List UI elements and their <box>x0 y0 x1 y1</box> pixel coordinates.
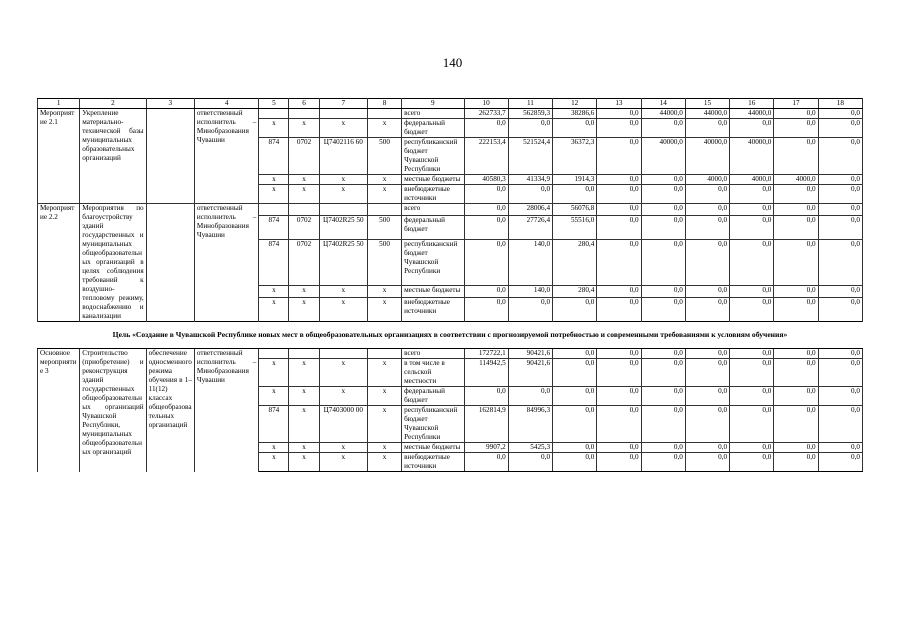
value-cell: 0,0 <box>818 185 862 204</box>
source-cell: всего <box>402 349 464 359</box>
code-cell: x <box>319 185 367 204</box>
code-cell: x <box>367 119 401 138</box>
source-cell: в том числе в сельской местности <box>402 359 464 387</box>
value-cell: 0,0 <box>774 443 818 453</box>
value-cell: 0,0 <box>685 204 729 216</box>
value-cell: 28006,4 <box>508 204 552 216</box>
value-cell: 0,0 <box>553 406 597 443</box>
value-cell: 0,0 <box>774 204 818 216</box>
source-cell: местные бюджеты <box>402 175 464 185</box>
value-cell: 0,0 <box>597 349 641 359</box>
source-cell: местные бюджеты <box>402 285 464 297</box>
header-cell: 10 <box>464 99 508 109</box>
code-cell: x <box>367 175 401 185</box>
code-cell: x <box>259 119 289 138</box>
value-cell: 38286,6 <box>553 109 597 119</box>
value-cell: 55516,0 <box>553 216 597 240</box>
value-cell: 0,0 <box>553 119 597 138</box>
value-cell: 0,0 <box>730 349 774 359</box>
value-cell: 0,0 <box>818 240 862 286</box>
value-cell: 84996,3 <box>508 406 552 443</box>
value-cell: 0,0 <box>730 185 774 204</box>
value-cell: 0,0 <box>464 285 508 297</box>
value-cell: 0,0 <box>508 387 552 406</box>
code-cell: 874 <box>259 240 289 286</box>
value-cell: 0,0 <box>774 298 818 322</box>
value-cell: 0,0 <box>818 359 862 387</box>
header-cell: 4 <box>194 99 258 109</box>
value-cell: 0,0 <box>685 240 729 286</box>
page-number: 140 <box>442 55 463 70</box>
value-cell: 0,0 <box>774 216 818 240</box>
code-cell: 500 <box>367 240 401 286</box>
code-cell: x <box>259 298 289 322</box>
code-cell: x <box>367 298 401 322</box>
source-cell: всего <box>402 204 464 216</box>
value-cell: 90421,6 <box>508 359 552 387</box>
indicator-cell: обеспечение односменного режима обучения в 1–11(12) классах общеобразовательных организаций <box>146 349 194 472</box>
value-cell: 0,0 <box>685 349 729 359</box>
value-cell: 162814,9 <box>464 406 508 443</box>
value-cell: 0,0 <box>508 298 552 322</box>
value-cell: 0,0 <box>597 240 641 286</box>
value-cell: 0,0 <box>774 109 818 119</box>
code-cell: Ц7403000 00 <box>319 406 367 443</box>
code-cell: 500 <box>367 216 401 240</box>
value-cell: 41334,9 <box>508 175 552 185</box>
code-cell: x <box>367 285 401 297</box>
value-cell: 0,0 <box>774 359 818 387</box>
value-cell: 0,0 <box>464 204 508 216</box>
value-cell: 0,0 <box>553 453 597 472</box>
code-cell: 0702 <box>289 240 319 286</box>
code-cell: 874 <box>259 138 289 175</box>
source-cell: республиканский бюджет Чувашской Республики <box>402 240 464 286</box>
table-row <box>38 349 863 359</box>
value-cell: 44000,0 <box>730 109 774 119</box>
header-cell: 11 <box>508 99 552 109</box>
value-cell: 0,0 <box>818 204 862 216</box>
code-cell: x <box>367 359 401 387</box>
header-cell: 9 <box>402 99 464 109</box>
name-cell: Строительство (приобретение) и реконструкция зданий государственных общеобразовательных организаций Чувашской Республики, муниципальных общеобразовательных организаций <box>80 349 146 472</box>
value-cell: 0,0 <box>685 406 729 443</box>
value-cell: 140,0 <box>508 285 552 297</box>
event-cell: Основное мероприятие 3 <box>38 349 80 472</box>
value-cell: 280,4 <box>553 285 597 297</box>
code-cell: x <box>319 359 367 387</box>
code-cell: x <box>259 387 289 406</box>
code-cell: 874 <box>259 216 289 240</box>
code-cell: x <box>319 387 367 406</box>
header-cell: 12 <box>553 99 597 109</box>
source-cell: внебюджетные источники <box>402 453 464 472</box>
value-cell: 0,0 <box>818 443 862 453</box>
value-cell: 0,0 <box>464 185 508 204</box>
value-cell: 0,0 <box>685 453 729 472</box>
value-cell: 56076,8 <box>553 204 597 216</box>
value-cell: 90421,6 <box>508 349 552 359</box>
code-cell: x <box>259 443 289 453</box>
value-cell: 0,0 <box>774 453 818 472</box>
table-row <box>38 109 863 119</box>
source-cell: республиканский бюджет Чувашской Республики <box>402 406 464 443</box>
header-row <box>38 99 863 109</box>
value-cell: 0,0 <box>641 349 685 359</box>
source-cell: федеральный бюджет <box>402 387 464 406</box>
value-cell: 0,0 <box>685 298 729 322</box>
source-cell: внебюджетные источники <box>402 185 464 204</box>
value-cell: 9907,2 <box>464 443 508 453</box>
value-cell: 0,0 <box>597 119 641 138</box>
code-cell: x <box>367 453 401 472</box>
value-cell: 0,0 <box>818 453 862 472</box>
header-cell: 17 <box>774 99 818 109</box>
value-cell: 5425,3 <box>508 443 552 453</box>
source-cell: внебюджетные источники <box>402 298 464 322</box>
code-cell: 874 <box>259 406 289 443</box>
value-cell: 222153,4 <box>464 138 508 175</box>
header-cell: 6 <box>289 99 319 109</box>
goal-title: Цель «Создание в Чувашской Республике новых мест в общеобразовательных организациях в соответствии с прогнозируемой потребностью и современными требованиями к условиям обучения» <box>38 322 863 349</box>
value-cell: 0,0 <box>553 298 597 322</box>
source-cell: федеральный бюджет <box>402 119 464 138</box>
value-cell: 0,0 <box>464 298 508 322</box>
value-cell: 0,0 <box>553 185 597 204</box>
value-cell: 0,0 <box>685 387 729 406</box>
code-cell: x <box>259 175 289 185</box>
value-cell: 0,0 <box>774 240 818 286</box>
value-cell: 0,0 <box>641 443 685 453</box>
code-cell: x <box>259 185 289 204</box>
value-cell: 0,0 <box>730 453 774 472</box>
code-cell: x <box>319 285 367 297</box>
value-cell: 0,0 <box>464 387 508 406</box>
value-cell: 0,0 <box>464 216 508 240</box>
header-cell: 13 <box>597 99 641 109</box>
value-cell: 0,0 <box>641 406 685 443</box>
code-cell: x <box>289 119 319 138</box>
value-cell: 0,0 <box>685 443 729 453</box>
code-cell: x <box>289 359 319 387</box>
value-cell: 0,0 <box>730 298 774 322</box>
value-cell: 172722,1 <box>464 349 508 359</box>
value-cell: 0,0 <box>464 119 508 138</box>
source-cell: федеральный бюджет <box>402 216 464 240</box>
value-cell: 0,0 <box>597 453 641 472</box>
value-cell: 0,0 <box>597 285 641 297</box>
code-cell: x <box>319 119 367 138</box>
value-cell: 0,0 <box>730 406 774 443</box>
executor-cell: ответственный исполнитель – Минобразования Чувашии <box>194 349 258 472</box>
header-cell: 2 <box>80 99 146 109</box>
value-cell: 0,0 <box>685 185 729 204</box>
value-cell: 0,0 <box>818 138 862 175</box>
header-cell: 16 <box>730 99 774 109</box>
header-cell: 3 <box>146 99 194 109</box>
code-cell: x <box>289 453 319 472</box>
name-cell: Укрепление материально-технической базы муниципальных образовательных организаций <box>80 109 146 204</box>
value-cell: 0,0 <box>641 387 685 406</box>
value-cell: 0,0 <box>553 387 597 406</box>
value-cell: 0,0 <box>597 204 641 216</box>
value-cell: 0,0 <box>818 216 862 240</box>
code-cell: x <box>289 285 319 297</box>
value-cell: 40000,0 <box>641 138 685 175</box>
code-cell: x <box>289 175 319 185</box>
value-cell: 0,0 <box>818 285 862 297</box>
value-cell: 4000,0 <box>774 175 818 185</box>
code-cell: x <box>367 443 401 453</box>
value-cell: 0,0 <box>597 443 641 453</box>
value-cell: 0,0 <box>818 109 862 119</box>
value-cell: 0,0 <box>641 240 685 286</box>
code-cell: x <box>289 185 319 204</box>
value-cell: 0,0 <box>818 387 862 406</box>
value-cell: 4000,0 <box>685 175 729 185</box>
header-cell: 5 <box>259 99 289 109</box>
value-cell: 4000,0 <box>730 175 774 185</box>
goal-row <box>38 322 863 349</box>
name-cell: Мероприятия по благоустройству зданий государственных и муниципальных общеобразовательных организаций в целях соблюдения требований к воздушно-тепловому режиму, водоснабжению и канализации <box>80 204 146 322</box>
code-cell: x <box>367 406 401 443</box>
code-cell: Ц7402R25 50 <box>319 216 367 240</box>
value-cell: 0,0 <box>685 216 729 240</box>
value-cell: 0,0 <box>774 387 818 406</box>
value-cell: 0,0 <box>508 119 552 138</box>
code-cell: x <box>289 443 319 453</box>
value-cell: 0,0 <box>553 359 597 387</box>
value-cell: 0,0 <box>818 119 862 138</box>
value-cell: 0,0 <box>818 349 862 359</box>
header-cell: 15 <box>685 99 729 109</box>
value-cell: 0,0 <box>818 298 862 322</box>
value-cell: 0,0 <box>730 359 774 387</box>
value-cell: 36372,3 <box>553 138 597 175</box>
value-cell: 0,0 <box>641 185 685 204</box>
value-cell: 0,0 <box>774 406 818 443</box>
code-cell: x <box>367 185 401 204</box>
value-cell: 0,0 <box>553 349 597 359</box>
value-cell: 40000,0 <box>685 138 729 175</box>
code-cell: x <box>319 298 367 322</box>
value-cell: 0,0 <box>641 359 685 387</box>
value-cell: 0,0 <box>641 216 685 240</box>
indicator-cell <box>146 109 194 204</box>
code-cell: x <box>289 387 319 406</box>
value-cell: 0,0 <box>597 175 641 185</box>
value-cell: 0,0 <box>508 185 552 204</box>
code-cell: x <box>289 298 319 322</box>
value-cell: 0,0 <box>464 240 508 286</box>
value-cell: 40000,0 <box>730 138 774 175</box>
value-cell: 0,0 <box>730 119 774 138</box>
header-cell: 8 <box>367 99 401 109</box>
code-cell: 0702 <box>289 138 319 175</box>
executor-cell: ответственный исполнитель – Минобразования Чувашии <box>194 109 258 204</box>
value-cell: 0,0 <box>818 406 862 443</box>
value-cell: 0,0 <box>597 216 641 240</box>
code-cell: x <box>289 406 319 443</box>
code-cell: 500 <box>367 138 401 175</box>
value-cell: 562859,3 <box>508 109 552 119</box>
value-cell: 262733,7 <box>464 109 508 119</box>
value-cell: 0,0 <box>597 387 641 406</box>
value-cell: 0,0 <box>774 119 818 138</box>
value-cell: 0,0 <box>730 240 774 286</box>
value-cell: 40580,3 <box>464 175 508 185</box>
value-cell: 0,0 <box>641 175 685 185</box>
code-cell: Ц7402R25 50 <box>319 240 367 286</box>
value-cell: 0,0 <box>597 138 641 175</box>
value-cell: 0,0 <box>597 298 641 322</box>
value-cell: 521524,4 <box>508 138 552 175</box>
value-cell: 0,0 <box>730 285 774 297</box>
code-cell: x <box>319 175 367 185</box>
value-cell: 114942,5 <box>464 359 508 387</box>
value-cell: 140,0 <box>508 240 552 286</box>
value-cell: 1914,3 <box>553 175 597 185</box>
value-cell: 44000,0 <box>641 109 685 119</box>
value-cell: 0,0 <box>730 443 774 453</box>
value-cell: 0,0 <box>553 443 597 453</box>
value-cell: 0,0 <box>730 204 774 216</box>
value-cell: 0,0 <box>818 175 862 185</box>
value-cell: 0,0 <box>774 285 818 297</box>
value-cell: 0,0 <box>641 453 685 472</box>
value-cell: 0,0 <box>641 285 685 297</box>
value-cell: 0,0 <box>597 185 641 204</box>
event-cell: Мероприятие 2.1 <box>38 109 80 204</box>
value-cell: 0,0 <box>641 204 685 216</box>
value-cell: 0,0 <box>774 349 818 359</box>
source-cell: местные бюджеты <box>402 443 464 453</box>
indicator-cell <box>146 204 194 322</box>
budget-table <box>37 98 863 472</box>
value-cell: 44000,0 <box>685 109 729 119</box>
source-cell: всего <box>402 109 464 119</box>
header-cell: 7 <box>319 99 367 109</box>
value-cell: 0,0 <box>597 109 641 119</box>
code-cell: x <box>319 453 367 472</box>
code-cell: Ц7402116 60 <box>319 138 367 175</box>
value-cell: 0,0 <box>685 285 729 297</box>
code-cell: x <box>319 443 367 453</box>
value-cell: 0,0 <box>730 216 774 240</box>
value-cell: 0,0 <box>508 453 552 472</box>
header-cell: 14 <box>641 99 685 109</box>
header-cell: 18 <box>818 99 862 109</box>
value-cell: 0,0 <box>641 119 685 138</box>
code-cell: 0702 <box>289 216 319 240</box>
executor-cell: ответственный исполнитель – Минобразования Чувашии <box>194 204 258 322</box>
code-cell: x <box>259 285 289 297</box>
value-cell: 0,0 <box>774 185 818 204</box>
event-cell: Мероприятие 2.2 <box>38 204 80 322</box>
value-cell: 0,0 <box>685 359 729 387</box>
value-cell: 0,0 <box>641 298 685 322</box>
value-cell: 0,0 <box>597 359 641 387</box>
value-cell: 27726,4 <box>508 216 552 240</box>
header-cell: 1 <box>38 99 80 109</box>
value-cell: 0,0 <box>774 138 818 175</box>
code-cell: x <box>367 387 401 406</box>
code-cell: x <box>259 453 289 472</box>
value-cell: 280,4 <box>553 240 597 286</box>
table-row <box>38 204 863 216</box>
value-cell: 0,0 <box>730 387 774 406</box>
source-cell: республиканский бюджет Чувашской Республики <box>402 138 464 175</box>
code-cell: x <box>259 359 289 387</box>
value-cell: 0,0 <box>464 453 508 472</box>
value-cell: 0,0 <box>685 119 729 138</box>
value-cell: 0,0 <box>597 406 641 443</box>
